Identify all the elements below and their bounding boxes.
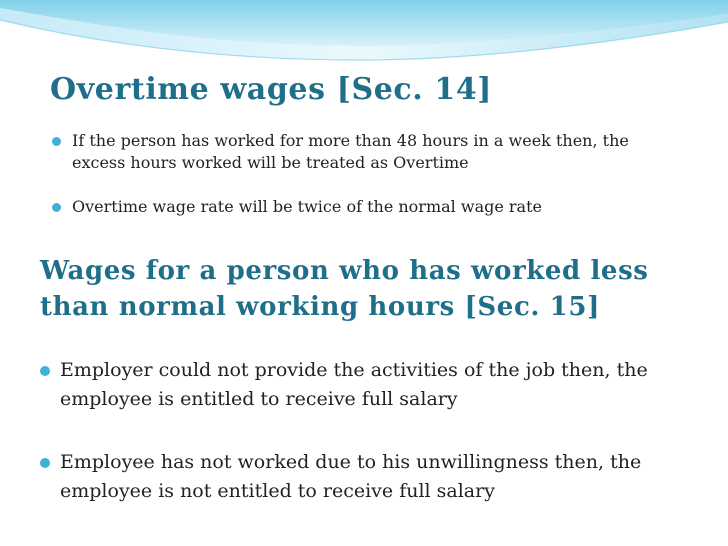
section-1-title: Overtime wages [Sec. 14] xyxy=(50,72,493,107)
bullet-dot-icon xyxy=(52,203,61,212)
bullet-dot-icon xyxy=(40,458,50,468)
bullet-text: Employer could not provide the activities of the job then, the employee is entitled to receive full salary xyxy=(60,359,648,410)
bullet-text: Employee has not worked due to his unwillingness then, the employee is not entitled to receive full salary xyxy=(60,451,642,502)
bullet-text: Overtime wage rate will be twice of the normal wage rate xyxy=(72,197,542,216)
bullet-text: If the person has worked for more than 48 hours in a week then, the excess hours worked will be treated as Overtime xyxy=(72,131,629,172)
bullet-dot-icon xyxy=(40,366,50,376)
list-item xyxy=(52,196,672,218)
section-2-bullet-list xyxy=(40,356,710,506)
list-item xyxy=(40,448,710,506)
list-item xyxy=(40,356,710,414)
bullet-dot-icon xyxy=(52,137,61,146)
section-1-bullet-list xyxy=(52,130,672,218)
list-item xyxy=(52,130,672,174)
header-wave-decoration xyxy=(0,0,728,70)
section-2-title: Wages for a person who has worked less than normal working hours [Sec. 15] xyxy=(40,256,649,322)
